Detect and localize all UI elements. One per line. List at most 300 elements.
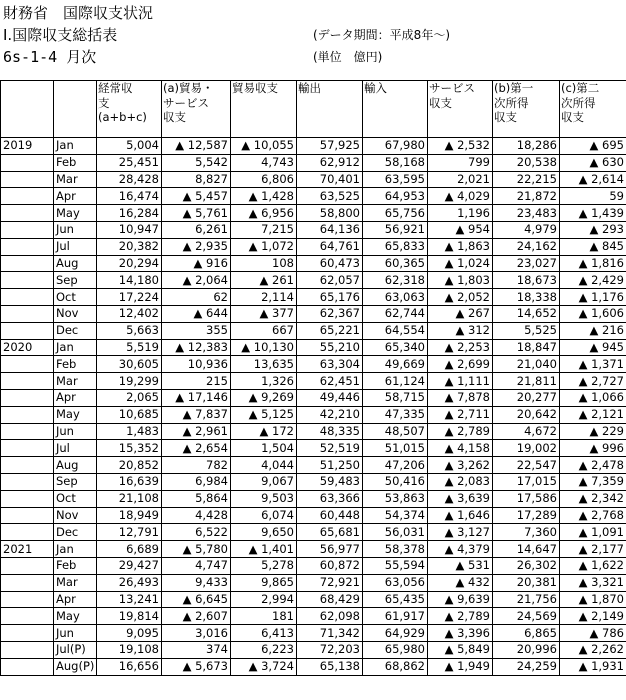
value-cell: 42,210 [297, 406, 363, 423]
value-cell: ▲ 945 [560, 339, 626, 356]
value-cell: 65,340 [363, 339, 428, 356]
value-cell: ▲ 2,478 [560, 457, 626, 474]
value-cell: ▲ 2,429 [560, 272, 626, 289]
value-cell: ▲ 1,863 [428, 238, 493, 255]
table-row [1, 625, 626, 642]
year-cell: 2021 [1, 541, 54, 558]
value-cell: 71,342 [297, 625, 363, 642]
table-row [1, 339, 626, 356]
column-header-line: 次所得 [561, 95, 596, 110]
table-row [1, 473, 626, 490]
value-cell: 62,367 [297, 305, 363, 322]
value-cell: 6,806 [231, 171, 297, 188]
column-header-line: 収支 [494, 110, 517, 124]
month-cell: Apr [54, 389, 97, 406]
table-row [1, 524, 626, 541]
value-cell: 7,360 [493, 524, 560, 541]
value-cell: 62,912 [297, 154, 363, 171]
column-header [363, 81, 428, 138]
table-row [1, 205, 626, 222]
value-cell: ▲ 2,768 [560, 507, 626, 524]
value-cell: ▲ 2,149 [560, 608, 626, 625]
month-cell: Mar [54, 171, 97, 188]
value-cell: 20,538 [493, 154, 560, 171]
value-cell: 4,428 [162, 507, 231, 524]
value-cell: ▲ 7,359 [560, 473, 626, 490]
value-cell: 47,206 [363, 457, 428, 474]
table-row [1, 608, 626, 625]
month-cell: May [54, 205, 97, 222]
year-cell [1, 221, 54, 238]
value-cell: ▲ 954 [428, 221, 493, 238]
value-cell: ▲ 5,125 [231, 406, 297, 423]
year-cell [1, 557, 54, 574]
value-cell: 3,016 [162, 625, 231, 642]
value-cell: 20,852 [97, 457, 162, 474]
value-cell: ▲ 172 [231, 423, 297, 440]
value-cell: 4,743 [231, 154, 297, 171]
table-row [1, 423, 626, 440]
value-cell: 65,756 [363, 205, 428, 222]
year-cell [1, 658, 54, 675]
value-cell: 21,040 [493, 356, 560, 373]
table-row [1, 373, 626, 390]
value-cell: 23,027 [493, 255, 560, 272]
value-cell: ▲ 1,870 [560, 591, 626, 608]
value-cell: 19,108 [97, 641, 162, 658]
value-cell: 55,210 [297, 339, 363, 356]
value-cell: ▲ 9,269 [231, 389, 297, 406]
value-cell: 1,326 [231, 373, 297, 390]
value-cell: 62 [162, 289, 231, 306]
value-cell: 30,605 [97, 356, 162, 373]
month-header [54, 81, 97, 138]
value-cell: 51,250 [297, 457, 363, 474]
month-cell: Jan [54, 339, 97, 356]
month-cell: Nov [54, 507, 97, 524]
data-period: (データ期間：平成8年～) [313, 28, 450, 42]
value-cell: 49,446 [297, 389, 363, 406]
value-cell: 17,224 [97, 289, 162, 306]
value-cell: 50,416 [363, 473, 428, 490]
value-cell: 14,647 [493, 541, 560, 558]
value-cell: 58,800 [297, 205, 363, 222]
value-cell: 22,547 [493, 457, 560, 474]
value-cell: 14,180 [97, 272, 162, 289]
value-cell: ▲ 293 [560, 221, 626, 238]
value-cell: 67,980 [363, 138, 428, 155]
value-cell: 9,433 [162, 574, 231, 591]
year-cell [1, 406, 54, 423]
table-row [1, 154, 626, 171]
value-cell: ▲ 2,789 [428, 423, 493, 440]
value-cell: ▲ 1,606 [560, 305, 626, 322]
table-row [1, 322, 626, 339]
value-cell: 10,947 [97, 221, 162, 238]
table-row [1, 188, 626, 205]
value-cell: ▲ 3,127 [428, 524, 493, 541]
column-header [97, 81, 162, 138]
month-cell: Jun [54, 423, 97, 440]
value-cell: 62,744 [363, 305, 428, 322]
year-cell [1, 473, 54, 490]
year-cell [1, 440, 54, 457]
value-cell: 16,284 [97, 205, 162, 222]
value-cell: 63,056 [363, 574, 428, 591]
value-cell: ▲ 5,457 [162, 188, 231, 205]
value-cell: ▲ 377 [231, 305, 297, 322]
table-row [1, 138, 626, 155]
month-cell: Apr [54, 188, 97, 205]
header-row [1, 81, 626, 138]
value-cell: ▲ 1,401 [231, 541, 297, 558]
column-header-line: (a+b+c) [98, 110, 147, 124]
value-cell: 47,335 [363, 406, 428, 423]
value-cell: ▲ 1,176 [560, 289, 626, 306]
value-cell: ▲ 3,724 [231, 658, 297, 675]
year-cell [1, 305, 54, 322]
balance-of-payments-table [0, 80, 626, 676]
value-cell: ▲ 3,396 [428, 625, 493, 642]
value-cell: 53,863 [363, 490, 428, 507]
value-cell: 2,114 [231, 289, 297, 306]
value-cell: ▲ 3,262 [428, 457, 493, 474]
value-cell: 9,067 [231, 473, 297, 490]
table-row [1, 272, 626, 289]
value-cell: ▲ 2,711 [428, 406, 493, 423]
value-cell: 21,756 [493, 591, 560, 608]
value-cell: 24,162 [493, 238, 560, 255]
year-cell [1, 641, 54, 658]
value-cell: ▲ 1,622 [560, 557, 626, 574]
value-cell: 6,865 [493, 625, 560, 642]
column-header [428, 81, 493, 138]
value-cell: 5,542 [162, 154, 231, 171]
value-cell: ▲ 267 [428, 305, 493, 322]
value-cell: ▲ 2,789 [428, 608, 493, 625]
value-cell: ▲ 1,111 [428, 373, 493, 390]
value-cell: 21,108 [97, 490, 162, 507]
value-cell: ▲ 1,803 [428, 272, 493, 289]
value-cell: ▲ 4,158 [428, 440, 493, 457]
table-row [1, 490, 626, 507]
column-header [162, 81, 231, 138]
value-cell: 24,569 [493, 608, 560, 625]
month-cell: Jul(P) [54, 641, 97, 658]
value-cell: ▲ 786 [560, 625, 626, 642]
value-cell: 48,507 [363, 423, 428, 440]
column-header [297, 81, 363, 138]
value-cell: 61,917 [363, 608, 428, 625]
table-row [1, 305, 626, 322]
value-cell: 56,977 [297, 541, 363, 558]
month-cell: Feb [54, 356, 97, 373]
value-cell: ▲ 3,321 [560, 574, 626, 591]
year-cell [1, 356, 54, 373]
year-cell [1, 272, 54, 289]
value-cell: 5,663 [97, 322, 162, 339]
year-cell [1, 171, 54, 188]
value-cell: ▲ 630 [560, 154, 626, 171]
year-cell: 2020 [1, 339, 54, 356]
value-cell: 54,374 [363, 507, 428, 524]
month-cell: Dec [54, 322, 97, 339]
table-row [1, 171, 626, 188]
value-cell: 5,525 [493, 322, 560, 339]
value-cell: ▲ 2,052 [428, 289, 493, 306]
table-row [1, 221, 626, 238]
month-cell: Aug(P) [54, 658, 97, 675]
value-cell: ▲ 312 [428, 322, 493, 339]
value-cell: 18,847 [493, 339, 560, 356]
ministry-title: 財務省 国際収支状況 [3, 4, 154, 22]
value-cell: 6,074 [231, 507, 297, 524]
year-header [1, 81, 54, 138]
year-cell [1, 389, 54, 406]
value-cell: 23,483 [493, 205, 560, 222]
value-cell: 64,136 [297, 221, 363, 238]
value-cell: 15,352 [97, 440, 162, 457]
value-cell: 48,335 [297, 423, 363, 440]
value-cell: 68,862 [363, 658, 428, 675]
value-cell: 64,761 [297, 238, 363, 255]
value-cell: ▲ 6,645 [162, 591, 231, 608]
column-header-line: 支 [98, 95, 110, 110]
table-row [1, 238, 626, 255]
value-cell: 63,063 [363, 289, 428, 306]
month-cell: Apr [54, 591, 97, 608]
column-header-line: 輸入 [364, 81, 387, 95]
month-cell: Jul [54, 238, 97, 255]
value-cell: 58,168 [363, 154, 428, 171]
year-cell [1, 608, 54, 625]
value-cell: 70,401 [297, 171, 363, 188]
year-cell [1, 490, 54, 507]
value-cell: ▲ 17,146 [162, 389, 231, 406]
value-cell: ▲ 1,024 [428, 255, 493, 272]
value-cell: 21,872 [493, 188, 560, 205]
value-cell: 18,286 [493, 138, 560, 155]
value-cell: ▲ 1,439 [560, 205, 626, 222]
column-header-line: 経常収 [98, 81, 133, 95]
value-cell: 5,864 [162, 490, 231, 507]
value-cell: 72,203 [297, 641, 363, 658]
value-cell: ▲ 7,837 [162, 406, 231, 423]
month-cell: Oct [54, 490, 97, 507]
value-cell: 20,996 [493, 641, 560, 658]
month-cell: Aug [54, 255, 97, 272]
value-cell: 4,979 [493, 221, 560, 238]
value-cell: ▲ 2,654 [162, 440, 231, 457]
table-row [1, 557, 626, 574]
value-cell: 63,304 [297, 356, 363, 373]
year-cell [1, 154, 54, 171]
value-cell: 4,044 [231, 457, 297, 474]
value-cell: 6,984 [162, 473, 231, 490]
value-cell: 65,221 [297, 322, 363, 339]
value-cell: 63,366 [297, 490, 363, 507]
value-cell: 16,639 [97, 473, 162, 490]
table-row [1, 658, 626, 675]
year-cell [1, 373, 54, 390]
value-cell: 19,814 [97, 608, 162, 625]
value-cell: ▲ 996 [560, 440, 626, 457]
value-cell: 62,451 [297, 373, 363, 390]
value-cell: 6,689 [97, 541, 162, 558]
table-row [1, 591, 626, 608]
value-cell: 28,428 [97, 171, 162, 188]
year-cell [1, 574, 54, 591]
value-cell: 57,925 [297, 138, 363, 155]
value-cell: ▲ 2,727 [560, 373, 626, 390]
value-cell: ▲ 2,699 [428, 356, 493, 373]
month-cell: May [54, 406, 97, 423]
year-cell [1, 205, 54, 222]
value-cell: 12,791 [97, 524, 162, 541]
value-cell: ▲ 5,761 [162, 205, 231, 222]
value-cell: 29,427 [97, 557, 162, 574]
column-header-line: (b)第一 [494, 81, 534, 95]
value-cell: 17,289 [493, 507, 560, 524]
table-row [1, 406, 626, 423]
year-cell [1, 289, 54, 306]
value-cell: 10,936 [162, 356, 231, 373]
table-row [1, 289, 626, 306]
value-cell: 799 [428, 154, 493, 171]
month-cell: Nov [54, 305, 97, 322]
value-cell: 62,057 [297, 272, 363, 289]
value-cell: 20,642 [493, 406, 560, 423]
year-cell [1, 524, 54, 541]
month-cell: Mar [54, 574, 97, 591]
value-cell: ▲ 2,342 [560, 490, 626, 507]
value-cell: ▲ 644 [162, 305, 231, 322]
year-cell [1, 238, 54, 255]
month-cell: Feb [54, 154, 97, 171]
value-cell: ▲ 531 [428, 557, 493, 574]
value-cell: 65,138 [297, 658, 363, 675]
column-header [560, 81, 626, 138]
value-cell: 13,635 [231, 356, 297, 373]
value-cell: ▲ 1,816 [560, 255, 626, 272]
month-cell: Jan [54, 138, 97, 155]
value-cell: ▲ 1,091 [560, 524, 626, 541]
value-cell: 65,176 [297, 289, 363, 306]
value-cell: 19,002 [493, 440, 560, 457]
table-row [1, 541, 626, 558]
value-cell: ▲ 2,121 [560, 406, 626, 423]
value-cell: ▲ 12,587 [162, 138, 231, 155]
value-cell: ▲ 2,961 [162, 423, 231, 440]
column-header-line: 次所得 [494, 95, 529, 110]
table-row [1, 356, 626, 373]
value-cell: 2,065 [97, 389, 162, 406]
value-cell: ▲ 261 [231, 272, 297, 289]
value-cell: ▲ 5,780 [162, 541, 231, 558]
value-cell: 6,413 [231, 625, 297, 642]
value-cell: 17,015 [493, 473, 560, 490]
value-cell: ▲ 845 [560, 238, 626, 255]
value-cell: 1,504 [231, 440, 297, 457]
value-cell: 18,673 [493, 272, 560, 289]
column-header-line: サービス [163, 95, 209, 110]
value-cell: 6,223 [231, 641, 297, 658]
value-cell: ▲ 1,931 [560, 658, 626, 675]
value-cell: ▲ 1,428 [231, 188, 297, 205]
year-cell [1, 322, 54, 339]
value-cell: 1,196 [428, 205, 493, 222]
value-cell: 58,715 [363, 389, 428, 406]
column-header-line: サービス [429, 81, 475, 95]
column-header-line: (a)貿易・ [163, 81, 214, 95]
year-cell [1, 188, 54, 205]
value-cell: ▲ 2,532 [428, 138, 493, 155]
value-cell: 18,338 [493, 289, 560, 306]
value-cell: 2,021 [428, 171, 493, 188]
year-cell: 2019 [1, 138, 54, 155]
month-cell: Jul [54, 440, 97, 457]
value-cell: 5,004 [97, 138, 162, 155]
value-cell: ▲ 9,639 [428, 591, 493, 608]
column-header [231, 81, 297, 138]
value-cell: 60,448 [297, 507, 363, 524]
month-cell: Sep [54, 272, 97, 289]
year-cell [1, 457, 54, 474]
value-cell: 22,215 [493, 171, 560, 188]
year-cell [1, 423, 54, 440]
value-cell: 5,278 [231, 557, 297, 574]
value-cell: 65,980 [363, 641, 428, 658]
month-cell: Sep [54, 473, 97, 490]
value-cell: 65,681 [297, 524, 363, 541]
value-cell: 16,656 [97, 658, 162, 675]
table-row [1, 574, 626, 591]
table-row [1, 641, 626, 658]
month-cell: Jan [54, 541, 97, 558]
value-cell: ▲ 2,262 [560, 641, 626, 658]
value-cell: 8,827 [162, 171, 231, 188]
value-cell: 20,294 [97, 255, 162, 272]
value-cell: ▲ 916 [162, 255, 231, 272]
table-row [1, 457, 626, 474]
value-cell: 60,365 [363, 255, 428, 272]
value-cell: 58,378 [363, 541, 428, 558]
value-cell: 18,949 [97, 507, 162, 524]
column-header-line: (c)第二 [561, 81, 600, 95]
value-cell: ▲ 5,849 [428, 641, 493, 658]
month-cell: Mar [54, 373, 97, 390]
value-cell: 4,672 [493, 423, 560, 440]
value-cell: 26,302 [493, 557, 560, 574]
value-cell: ▲ 4,379 [428, 541, 493, 558]
value-cell: 25,451 [97, 154, 162, 171]
value-cell: 51,015 [363, 440, 428, 457]
column-header-line: 収支 [163, 110, 186, 124]
column-header-line: 収支 [429, 95, 452, 110]
month-cell: Feb [54, 557, 97, 574]
value-cell: 6,261 [162, 221, 231, 238]
value-cell: 24,259 [493, 658, 560, 675]
value-cell: 63,595 [363, 171, 428, 188]
column-header [493, 81, 560, 138]
value-cell: 20,382 [97, 238, 162, 255]
value-cell: 63,525 [297, 188, 363, 205]
value-cell: 59 [560, 188, 626, 205]
value-cell: 782 [162, 457, 231, 474]
value-cell: ▲ 2,064 [162, 272, 231, 289]
value-cell: 26,493 [97, 574, 162, 591]
month-cell: Jun [54, 625, 97, 642]
